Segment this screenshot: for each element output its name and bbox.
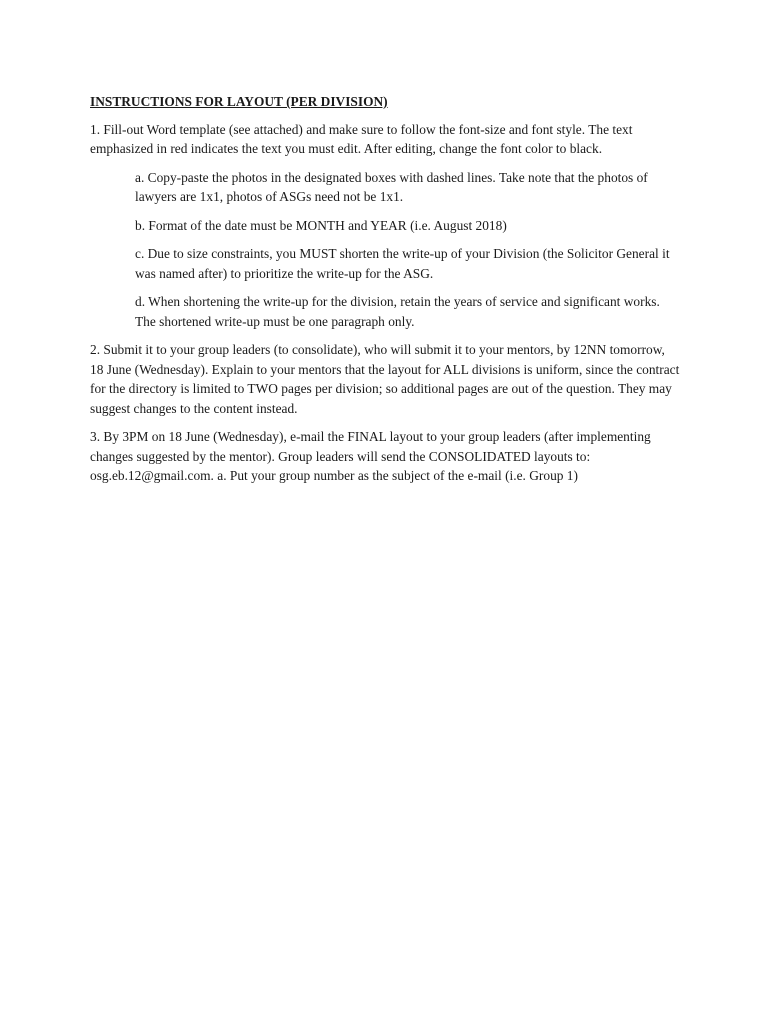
- instruction-item-1c: c. Due to size constraints, you MUST shorten the write-up of your Division (the Solicitor General it was named after) to prioritize the write-up for the ASG.: [135, 246, 670, 281]
- document-page: [90, 92, 680, 495]
- instruction-item-2: 2. Submit it to your group leaders (to consolidate), who will submit it to your mentors, by 12NN tomorrow, 18 June (Wednesday). Explain to your mentors that the layout for ALL divisions is uniform, since the contract for the directory is limited to TWO pages per division; so additional pages are out of the question. They may suggest changes to the content instead.: [90, 342, 680, 416]
- instruction-item-3: 3. By 3PM on 18 June (Wednesday), e-mail the FINAL layout to your group leaders (after implementing changes suggested by the mentor). Group leaders will send the CONSOLIDATED layouts to: osg.eb.12@gmail.com. a. Put your group number as the subject of the e-mail (i.e. Group 1): [90, 429, 651, 483]
- instruction-item-1a: a. Copy-paste the photos in the designated boxes with dashed lines. Take note that the photos of lawyers are 1x1, photos of ASGs need not be 1x1.: [135, 169, 648, 204]
- document-title: INSTRUCTIONS FOR LAYOUT (PER DIVISION): [90, 94, 388, 109]
- instruction-item-1d: d. When shortening the write-up for the division, retain the years of service and significant works. The shortened write-up must be one paragraph only.: [135, 294, 660, 329]
- instruction-item-1b: b. Format of the date must be MONTH and YEAR (i.e. August 2018): [135, 217, 507, 233]
- instruction-item-1: 1. Fill-out Word template (see attached) and make sure to follow the font-size and font style. The text emphasized in red indicates the text you must edit. After editing, change the font color to black.: [90, 121, 633, 156]
